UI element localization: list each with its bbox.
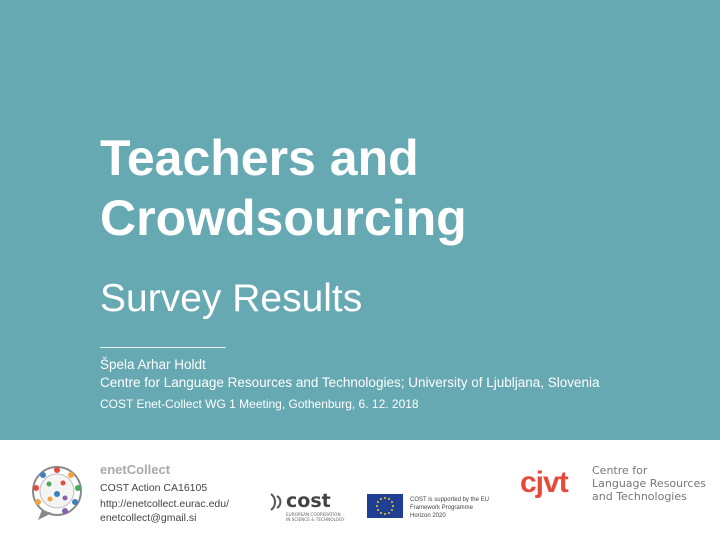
eu-funding-text xyxy=(410,496,489,520)
eu-flag-icon xyxy=(367,494,403,518)
enetcollect-logo-icon xyxy=(30,464,86,522)
cost-logo-text: cost xyxy=(286,490,331,512)
slide-subtitle: Survey Results xyxy=(100,277,363,320)
enetcollect-email[interactable]: enetcollect@gmail.si xyxy=(100,512,197,524)
title-line-1: Teachers and xyxy=(100,130,419,186)
eu-line-1: COST is supported by the EU xyxy=(410,497,489,503)
slide-title xyxy=(100,128,660,248)
cjvt-name xyxy=(592,464,706,503)
eu-line-2: Framework Programme xyxy=(410,505,474,511)
cjvt-line-2: Language Resources xyxy=(592,477,706,490)
cost-logo-icon xyxy=(268,490,345,524)
author-name: Špela Arhar Holdt xyxy=(100,357,206,372)
eu-line-3: Horizon 2020 xyxy=(410,513,446,519)
meeting-info: COST Enet-Collect WG 1 Meeting, Gothenburg, 6. 12. 2018 xyxy=(100,397,419,411)
enetcollect-url[interactable]: http://enetcollect.eurac.edu/ xyxy=(100,498,229,510)
enetcollect-name: enetCollect xyxy=(100,462,171,477)
author-affiliation: Centre for Language Resources and Technologies; University of Ljubljana, Slovenia xyxy=(100,375,600,390)
cjvt-line-1: Centre for xyxy=(592,464,648,477)
cost-sub-line-1: EUROPEAN COOPERATION xyxy=(286,512,341,517)
title-line-2: Crowdsourcing xyxy=(100,190,467,246)
divider-line xyxy=(100,347,226,348)
cost-sub-line-2: IN SCIENCE & TECHNOLOGY xyxy=(286,517,345,522)
cjvt-logo: cjvt xyxy=(520,466,568,499)
enetcollect-action: COST Action CA16105 xyxy=(100,482,208,494)
cjvt-line-3: and Technologies xyxy=(592,490,687,503)
